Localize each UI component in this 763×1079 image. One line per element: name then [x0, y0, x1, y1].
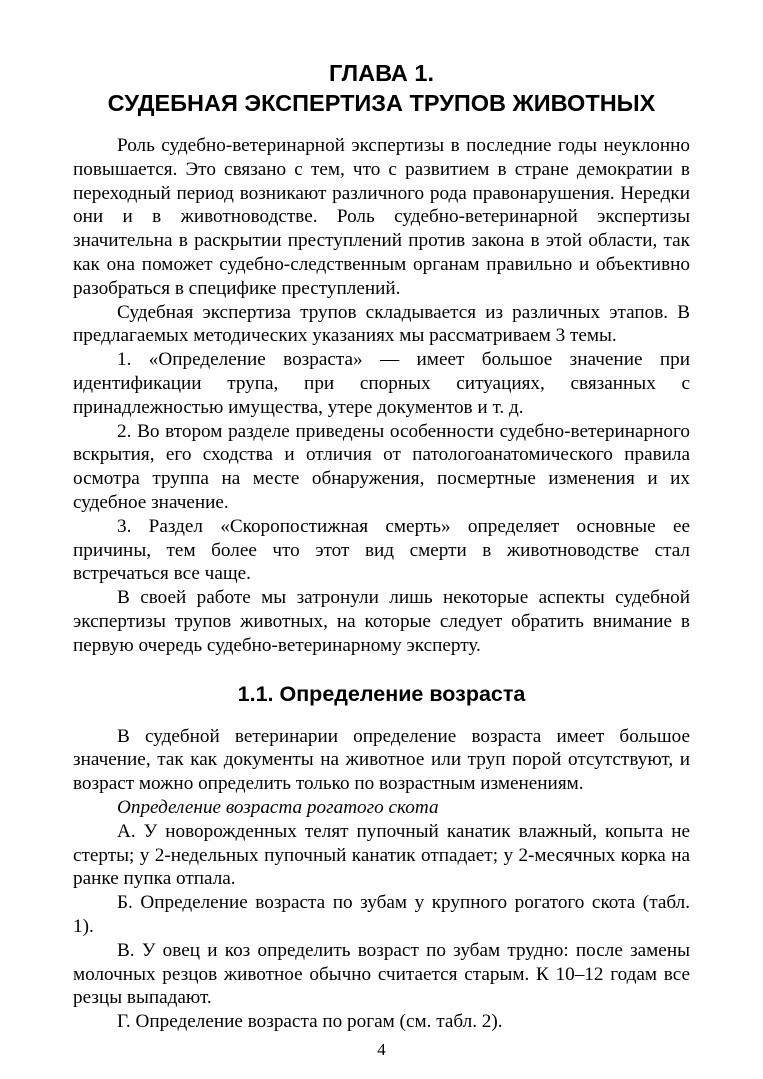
chapter-title: [73, 58, 690, 118]
paragraph: В своей работе мы затронули лишь некоторые аспекты судебной экспертизы трупов животных, на которые следует обратить внимание в первую очередь судебно-ветеринарному эксперту.: [73, 587, 690, 656]
section-title: 1.1. Определение возраста: [237, 681, 526, 706]
paragraph: В судебной ветеринарии определение возраста имеет большое значение, так как документы на животное или труп порой отсутствуют, и возраст можно определить только по возрастным изменениям.: [73, 725, 690, 795]
section-text: [73, 725, 690, 1034]
paragraph: Г. Определение возраста по рогам (см. табл. 2).: [117, 1011, 503, 1033]
paragraph: 2. Во втором разделе приведены особенности судебно-ветеринарного вскрытия, его сходства и отличия от патологоанатомического правила осмотра труппа на месте обнаружения, посмертные изменения и их судебное значение.: [73, 420, 690, 513]
paragraph: Б. Определение возраста по зубам у крупного рогатого скота (табл. 1).: [73, 892, 690, 937]
chapter-heading: СУДЕБНАЯ ЭКСПЕРТИЗА ТРУПОВ ЖИВОТНЫХ: [107, 90, 656, 116]
subheading: Определение возраста рогатого скота: [117, 796, 439, 818]
page-content: [73, 58, 690, 1034]
paragraph: 1. «Определение возраста» — имеет большое значение при идентификации трупа, при спорных ситуациях, связанных с принадлежностью имущества, утере документов и т. д.: [73, 349, 690, 418]
paragraph: В. У овец и коз определить возраст по зубам трудно: после замены молочных резцов животное обычно считается старым. К 10–12 годам все резцы выпадают.: [73, 939, 690, 1009]
intro-text: [73, 134, 690, 658]
paragraph: Судебная экспертиза трупов складывается из различных этапов. В предлагаемых методических указаниях мы рассматриваем 3 темы.: [73, 301, 690, 347]
paragraph: А. У новорожденных телят пупочный канатик влажный, копыта не стерты; у 2-недельных пупочный канатик отпадает; у 2-месячных корка на ранке пупка отпала.: [73, 820, 690, 890]
paragraph: Роль судебно-ветеринарной экспертизы в последние годы неуклонно повышается. Это связано с тем, что с развитием в стране демократии в переходный период возникают различного рода правонарушения. Нередки они и в животноводстве. Роль судебно-ветеринарной экспертизы значительна в раскрытии преступлений против закона в этой области, так как она поможет судебно-следственным органам правильно и объективно разобраться в специфике преступлений.: [73, 135, 690, 299]
chapter-number: ГЛАВА 1.: [328, 60, 435, 86]
paragraph: 3. Раздел «Скоропостижная смерть» определяет основные ее причины, тем более что этот вид смерти в животноводстве стал встречаться все чаще.: [73, 515, 690, 585]
page-number: 4: [377, 1040, 386, 1059]
